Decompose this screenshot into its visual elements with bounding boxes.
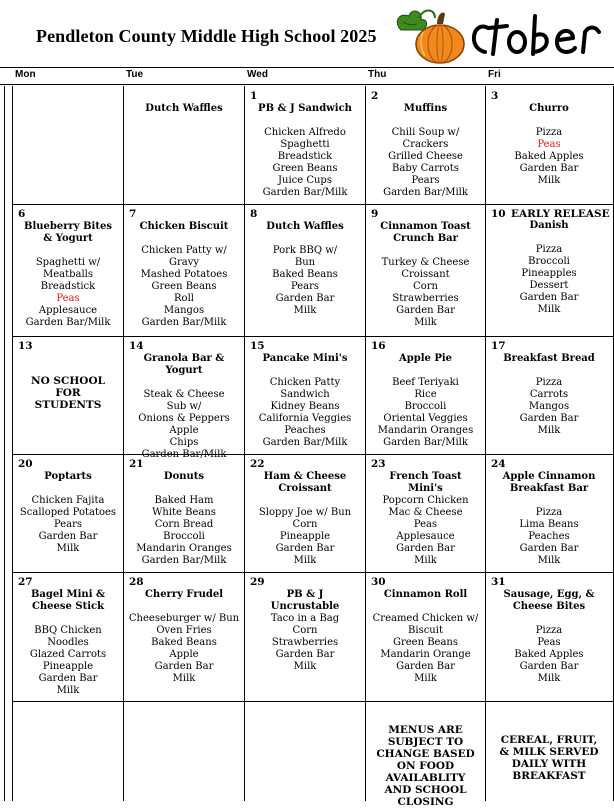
calendar-day-cell — [366, 455, 485, 572]
calendar-day-cell — [13, 205, 123, 336]
lunch-menu-item: Garden Bar — [275, 649, 335, 660]
breakfast-item: Cinnamon Toast Crunch Bar — [380, 221, 471, 244]
lunch-menu-item: Pizza — [535, 625, 563, 636]
lunch-menu-list — [245, 245, 365, 317]
lunch-menu-item: Mangos — [163, 305, 205, 316]
lunch-menu-item: Pears — [411, 175, 440, 186]
calendar-day-cell — [124, 205, 244, 336]
lunch-menu-item: Garden Bar — [38, 531, 98, 542]
breakfast-item: Chicken Biscuit — [139, 221, 229, 232]
lunch-menu-item: Peas — [413, 519, 438, 530]
lunch-menu-item: Corn — [413, 281, 438, 292]
lunch-menu-item: Broccoli — [528, 256, 570, 267]
breakfast-item: Danish — [529, 220, 569, 231]
lunch-menu-item: Peas — [537, 139, 561, 150]
breakfast-item: Granola Bar & Yogurt — [143, 353, 225, 376]
day-number: 20 — [18, 458, 33, 470]
lunch-menu-item: Garden Bar — [396, 543, 455, 554]
day-number: 28 — [129, 576, 144, 588]
lunch-menu-list — [486, 625, 612, 685]
lunch-menu-item: Garden Bar/Milk — [141, 317, 227, 328]
calendar-day-cell — [13, 337, 123, 454]
lunch-menu-item: Milk — [414, 317, 437, 328]
lunch-menu-item: Green Beans — [151, 281, 217, 292]
calendar-day-cell — [124, 573, 244, 701]
lunch-menu-item: Milk — [537, 304, 561, 315]
lunch-menu-item: Gravy — [168, 257, 200, 268]
breakfast-item: Cinnamon Roll — [383, 589, 468, 600]
lunch-menu-list — [486, 244, 612, 316]
calendar-day-cell — [124, 337, 244, 460]
lunch-menu-item: Green Beans — [392, 637, 459, 648]
lunch-menu-list — [13, 257, 123, 329]
calendar-day-cell — [366, 573, 485, 701]
day-number: 17 — [491, 340, 506, 352]
lunch-menu-list — [486, 377, 612, 437]
lunch-menu-item: Steak & Cheese — [143, 389, 225, 400]
breakfast-item: Cherry Frudel — [144, 589, 224, 600]
notice-text: CEREAL, FRUIT, & MILK SERVED DAILY WITH BREAKFAST — [499, 734, 599, 782]
lunch-menu-item: Strawberries — [271, 637, 339, 648]
lunch-menu-item: Peaches — [284, 425, 326, 436]
day-number: 14 — [129, 340, 144, 352]
lunch-menu-item: Scalloped Potatoes — [19, 507, 117, 518]
calendar-day-cell — [245, 455, 365, 572]
lunch-menu-item: Green Beans — [272, 163, 338, 174]
lunch-menu-list — [13, 625, 123, 697]
lunch-menu-item: Milk — [172, 673, 196, 684]
lunch-menu-list — [486, 507, 612, 567]
lunch-menu-item: Strawberries — [392, 293, 459, 304]
lunch-menu-item: Chicken Patty — [269, 377, 341, 388]
breakfast-item: Blueberry Bites & Yogurt — [24, 221, 112, 244]
lunch-menu-list — [366, 613, 485, 685]
lunch-menu-item: Broccoli — [163, 531, 205, 542]
lunch-menu-item: Garden Bar — [154, 661, 214, 672]
lunch-menu-item: Beef Teriyaki — [392, 377, 459, 388]
day-number: 6 — [18, 208, 26, 220]
calendar-day-cell — [486, 702, 612, 801]
lunch-menu-item: Garden Bar — [519, 413, 579, 424]
calendar-day-cell — [245, 337, 365, 454]
lunch-menu-item: Spaghetti — [280, 139, 330, 150]
lunch-menu-item: Mandarin Orange — [380, 649, 471, 660]
lunch-menu-item: Milk — [537, 175, 561, 186]
lunch-menu-item: Spaghetti w/ — [35, 257, 101, 268]
breakfast-item: PB & J Uncrustable — [270, 589, 340, 612]
weekday-header — [0, 67, 614, 85]
lunch-menu-item: Garden Bar/Milk — [383, 437, 468, 448]
lunch-menu-item: Broccoli — [404, 401, 447, 412]
calendar-day-cell — [486, 455, 612, 572]
lunch-menu-item: Corn — [292, 625, 318, 636]
lunch-menu-item: Pineapple — [42, 661, 94, 672]
day-number: 1 — [250, 90, 258, 102]
lunch-menu-item: Mandarin Oranges — [377, 425, 474, 436]
lunch-menu-item: Apple — [169, 649, 199, 660]
lunch-menu-item: Garden Bar — [519, 661, 579, 672]
breakfast-item: Dutch Waffles — [145, 103, 223, 114]
lunch-menu-item: Peaches — [528, 531, 570, 542]
day-number: 9 — [371, 208, 379, 220]
lunch-menu-item: Milk — [293, 555, 317, 566]
calendar-day-cell — [486, 205, 612, 336]
lunch-menu-item: Cheeseburger w/ Bun — [128, 613, 240, 624]
calendar-day-cell — [366, 205, 485, 336]
lunch-menu-item: Baked Ham — [154, 495, 214, 506]
lunch-menu-item: Mac & Cheese — [388, 507, 463, 518]
day-number: 3 — [491, 90, 499, 102]
lunch-menu-list — [245, 507, 365, 567]
lunch-menu-list — [366, 127, 485, 199]
lunch-menu-item: Milk — [414, 555, 437, 566]
lunch-menu-item: Roll — [174, 293, 194, 304]
lunch-menu-item: Oriental Veggies — [383, 413, 468, 424]
lunch-menu-item: Grilled Cheese — [388, 151, 463, 162]
day-number: 27 — [18, 576, 33, 588]
lunch-menu-item: Chili Soup w/ — [391, 127, 460, 138]
breakfast-item: Apple Pie — [398, 353, 453, 364]
notice-text: NO SCHOOL FOR STUDENTS — [31, 375, 105, 411]
lunch-menu-item: Apple — [169, 425, 199, 436]
lunch-menu-list — [486, 127, 612, 187]
lunch-menu-item: Noodles — [47, 637, 89, 648]
lunch-menu-item: Biscuit — [408, 625, 443, 636]
grid-vertical-line — [4, 86, 5, 801]
lunch-menu-list — [124, 389, 244, 461]
lunch-menu-item: Sloppy Joe w/ Bun — [258, 507, 352, 518]
lunch-menu-item: Sandwich — [280, 389, 330, 400]
day-number: 10 — [491, 208, 506, 220]
lunch-menu-item: Garden Bar/Milk — [141, 449, 227, 460]
lunch-menu-item: Milk — [56, 685, 80, 696]
day-number: 13 — [18, 340, 33, 352]
lunch-menu-list — [245, 613, 365, 673]
lunch-menu-item: White Beans — [152, 507, 216, 518]
lunch-menu-item: Applesauce — [396, 531, 455, 542]
breakfast-item: Churro — [529, 103, 569, 114]
day-wed: Wed — [247, 69, 268, 80]
lunch-menu-item: Mashed Potatoes — [140, 269, 228, 280]
calendar-day-cell — [486, 573, 612, 701]
breakfast-item: Ham & Cheese Croissant — [263, 471, 347, 494]
lunch-menu-item: Chicken Fajita — [31, 495, 105, 506]
lunch-menu-list — [245, 127, 365, 199]
lunch-menu-item: Popcorn Chicken — [382, 495, 469, 506]
day-number: 22 — [250, 458, 265, 470]
day-number: 16 — [371, 340, 386, 352]
lunch-menu-item: Creamed Chicken w/ — [372, 613, 479, 624]
day-number: 15 — [250, 340, 265, 352]
day-number: 8 — [250, 208, 258, 220]
lunch-menu-item: Breadstick — [40, 281, 96, 292]
breakfast-item: Sausage, Egg, & Cheese Bites — [503, 589, 595, 612]
calendar-day-cell — [13, 702, 123, 801]
lunch-menu-list — [245, 377, 365, 449]
lunch-menu-item: Chicken Alfredo — [264, 127, 346, 138]
lunch-menu-item: Garden Bar — [38, 673, 98, 684]
day-number: 21 — [129, 458, 144, 470]
day-number: 24 — [491, 458, 506, 470]
lunch-menu-item: Milk — [293, 661, 317, 672]
calendar-day-cell — [245, 205, 365, 336]
lunch-menu-item: Taco in a Bag — [270, 613, 340, 624]
lunch-menu-item: Pineapple — [279, 531, 331, 542]
calendar-day-cell — [13, 87, 123, 204]
lunch-menu-item: Peas — [537, 637, 561, 648]
lunch-menu-item: Peas — [56, 293, 80, 304]
lunch-menu-item: Turkey & Cheese — [381, 257, 470, 268]
lunch-menu-item: Breadstick — [277, 151, 333, 162]
lunch-menu-item: Carrots — [529, 389, 569, 400]
calendar-day-cell — [124, 455, 244, 572]
calendar-day-cell — [13, 455, 123, 572]
early-release-banner: EARLY RELEASE — [511, 208, 610, 220]
breakfast-item: Muffins — [403, 103, 448, 114]
lunch-menu-list — [124, 245, 244, 329]
lunch-menu-item: Pizza — [535, 127, 563, 138]
lunch-menu-item: Croissant — [401, 269, 450, 280]
lunch-menu-item: Milk — [414, 673, 437, 684]
lunch-menu-item: Onions & Peppers — [138, 413, 230, 424]
lunch-menu-item: Sub w/ — [166, 401, 202, 412]
lunch-menu-item: Pears — [290, 281, 320, 292]
lunch-menu-item: Rice — [414, 389, 437, 400]
lunch-menu-item: Garden Bar/Milk — [141, 555, 227, 566]
lunch-menu-item: Milk — [293, 305, 317, 316]
lunch-menu-item: BBQ Chicken — [34, 625, 102, 636]
lunch-menu-item: Garden Bar — [519, 163, 579, 174]
breakfast-item: PB & J Sandwich — [258, 103, 352, 114]
lunch-menu-item: Garden Bar/Milk — [262, 187, 348, 198]
lunch-menu-item: Dessert — [529, 280, 569, 291]
notice-text: MENUS ARE SUBJECT TO CHANGE BASED ON FOOD AVAILABLITY AND SCHOOL CLOSING — [376, 724, 475, 808]
calendar-day-cell — [245, 573, 365, 701]
lunch-menu-item: Baked Apples — [514, 649, 584, 660]
lunch-menu-item: Pizza — [535, 377, 563, 388]
calendar-grid — [0, 86, 614, 808]
lunch-menu-item: Garden Bar/Milk — [262, 437, 348, 448]
lunch-menu-item: Glazed Carrots — [29, 649, 107, 660]
breakfast-item: Pancake Mini's — [262, 353, 348, 364]
day-mon: Mon — [15, 69, 36, 80]
calendar-day-cell — [245, 702, 365, 801]
lunch-menu-item: Garden Bar/Milk — [383, 187, 468, 198]
lunch-menu-item: Garden Bar — [396, 305, 455, 316]
calendar-day-cell — [366, 87, 485, 204]
day-tue: Tue — [126, 69, 144, 80]
breakfast-item: Bagel Mini & Cheese Stick — [30, 589, 105, 612]
day-number: 31 — [491, 576, 506, 588]
day-number: 23 — [371, 458, 386, 470]
lunch-menu-item: Garden Bar — [519, 543, 579, 554]
breakfast-item: Dutch Waffles — [266, 221, 344, 232]
lunch-menu-item: Pizza — [535, 244, 563, 255]
lunch-menu-item: Kidney Beans — [270, 401, 340, 412]
school-title: Pendleton County Middle High School 2025 — [36, 26, 377, 46]
lunch-menu-item: Baked Apples — [514, 151, 584, 162]
calendar-day-cell — [486, 87, 612, 204]
lunch-menu-item: Chicken Patty w/ — [141, 245, 227, 256]
lunch-menu-item: Chips — [169, 437, 199, 448]
calendar-day-cell — [245, 87, 365, 204]
lunch-menu-item: Corn Bread — [154, 519, 214, 530]
lunch-menu-item: Crackers — [402, 139, 449, 150]
lunch-menu-item: Oven Fries — [156, 625, 212, 636]
day-number: 30 — [371, 576, 386, 588]
breakfast-item: Poptarts — [44, 471, 92, 482]
lunch-menu-list — [366, 377, 485, 449]
lunch-menu-item: Lima Beans — [519, 519, 579, 530]
lunch-menu-item: Garden Bar — [275, 543, 335, 554]
lunch-menu-item: Bun — [294, 257, 316, 268]
lunch-menu-item: California Veggies — [258, 413, 352, 424]
breakfast-item: Apple Cinnamon Breakfast Bar — [502, 471, 596, 494]
lunch-menu-item: Garden Bar — [275, 293, 335, 304]
lunch-menu-item: Pears — [53, 519, 83, 530]
day-thu: Thu — [368, 69, 387, 80]
lunch-menu-list — [124, 495, 244, 567]
breakfast-item: French Toast Mini's — [389, 471, 462, 494]
calendar-day-cell — [366, 337, 485, 454]
lunch-menu-item: Baked Beans — [151, 637, 217, 648]
day-fri: Fri — [488, 69, 501, 80]
lunch-menu-item: Milk — [537, 425, 561, 436]
lunch-menu-item: Juice Cups — [278, 175, 332, 186]
lunch-menu-item: Applesauce — [38, 305, 98, 316]
lunch-menu-item: Baked Beans — [272, 269, 338, 280]
lunch-menu-list — [366, 495, 485, 567]
lunch-menu-item: Meatballs — [42, 269, 94, 280]
lunch-menu-item: Garden Bar — [519, 292, 579, 303]
calendar-day-cell — [124, 702, 244, 801]
lunch-menu-list — [124, 613, 244, 685]
calendar-day-cell — [124, 87, 244, 204]
day-number: 2 — [371, 90, 379, 102]
lunch-menu-item: Milk — [537, 555, 561, 566]
lunch-menu-item: Corn — [292, 519, 318, 530]
calendar-day-cell — [13, 573, 123, 701]
lunch-menu-list — [13, 495, 123, 555]
day-number: 7 — [129, 208, 137, 220]
calendar-day-cell — [486, 337, 612, 454]
breakfast-item: Breakfast Bread — [503, 353, 595, 364]
breakfast-item: Donuts — [163, 471, 205, 482]
lunch-menu-item: Baby Carrots — [392, 163, 459, 174]
lunch-menu-item: Garden Bar — [396, 661, 455, 672]
day-number: 29 — [250, 576, 265, 588]
lunch-menu-item: Pizza — [535, 507, 563, 518]
lunch-menu-item: Mandarin Oranges — [136, 543, 232, 554]
lunch-menu-item: Milk — [56, 543, 80, 554]
calendar-day-cell — [366, 702, 485, 808]
lunch-menu-item: Pork BBQ w/ — [272, 245, 338, 256]
lunch-menu-item: Pineapples — [521, 268, 577, 279]
lunch-menu-item: Mangos — [528, 401, 570, 412]
lunch-menu-item: Milk — [537, 673, 561, 684]
october-pumpkin-logo — [393, 4, 603, 64]
lunch-menu-list — [366, 257, 485, 329]
lunch-menu-item: Garden Bar/Milk — [25, 317, 111, 328]
